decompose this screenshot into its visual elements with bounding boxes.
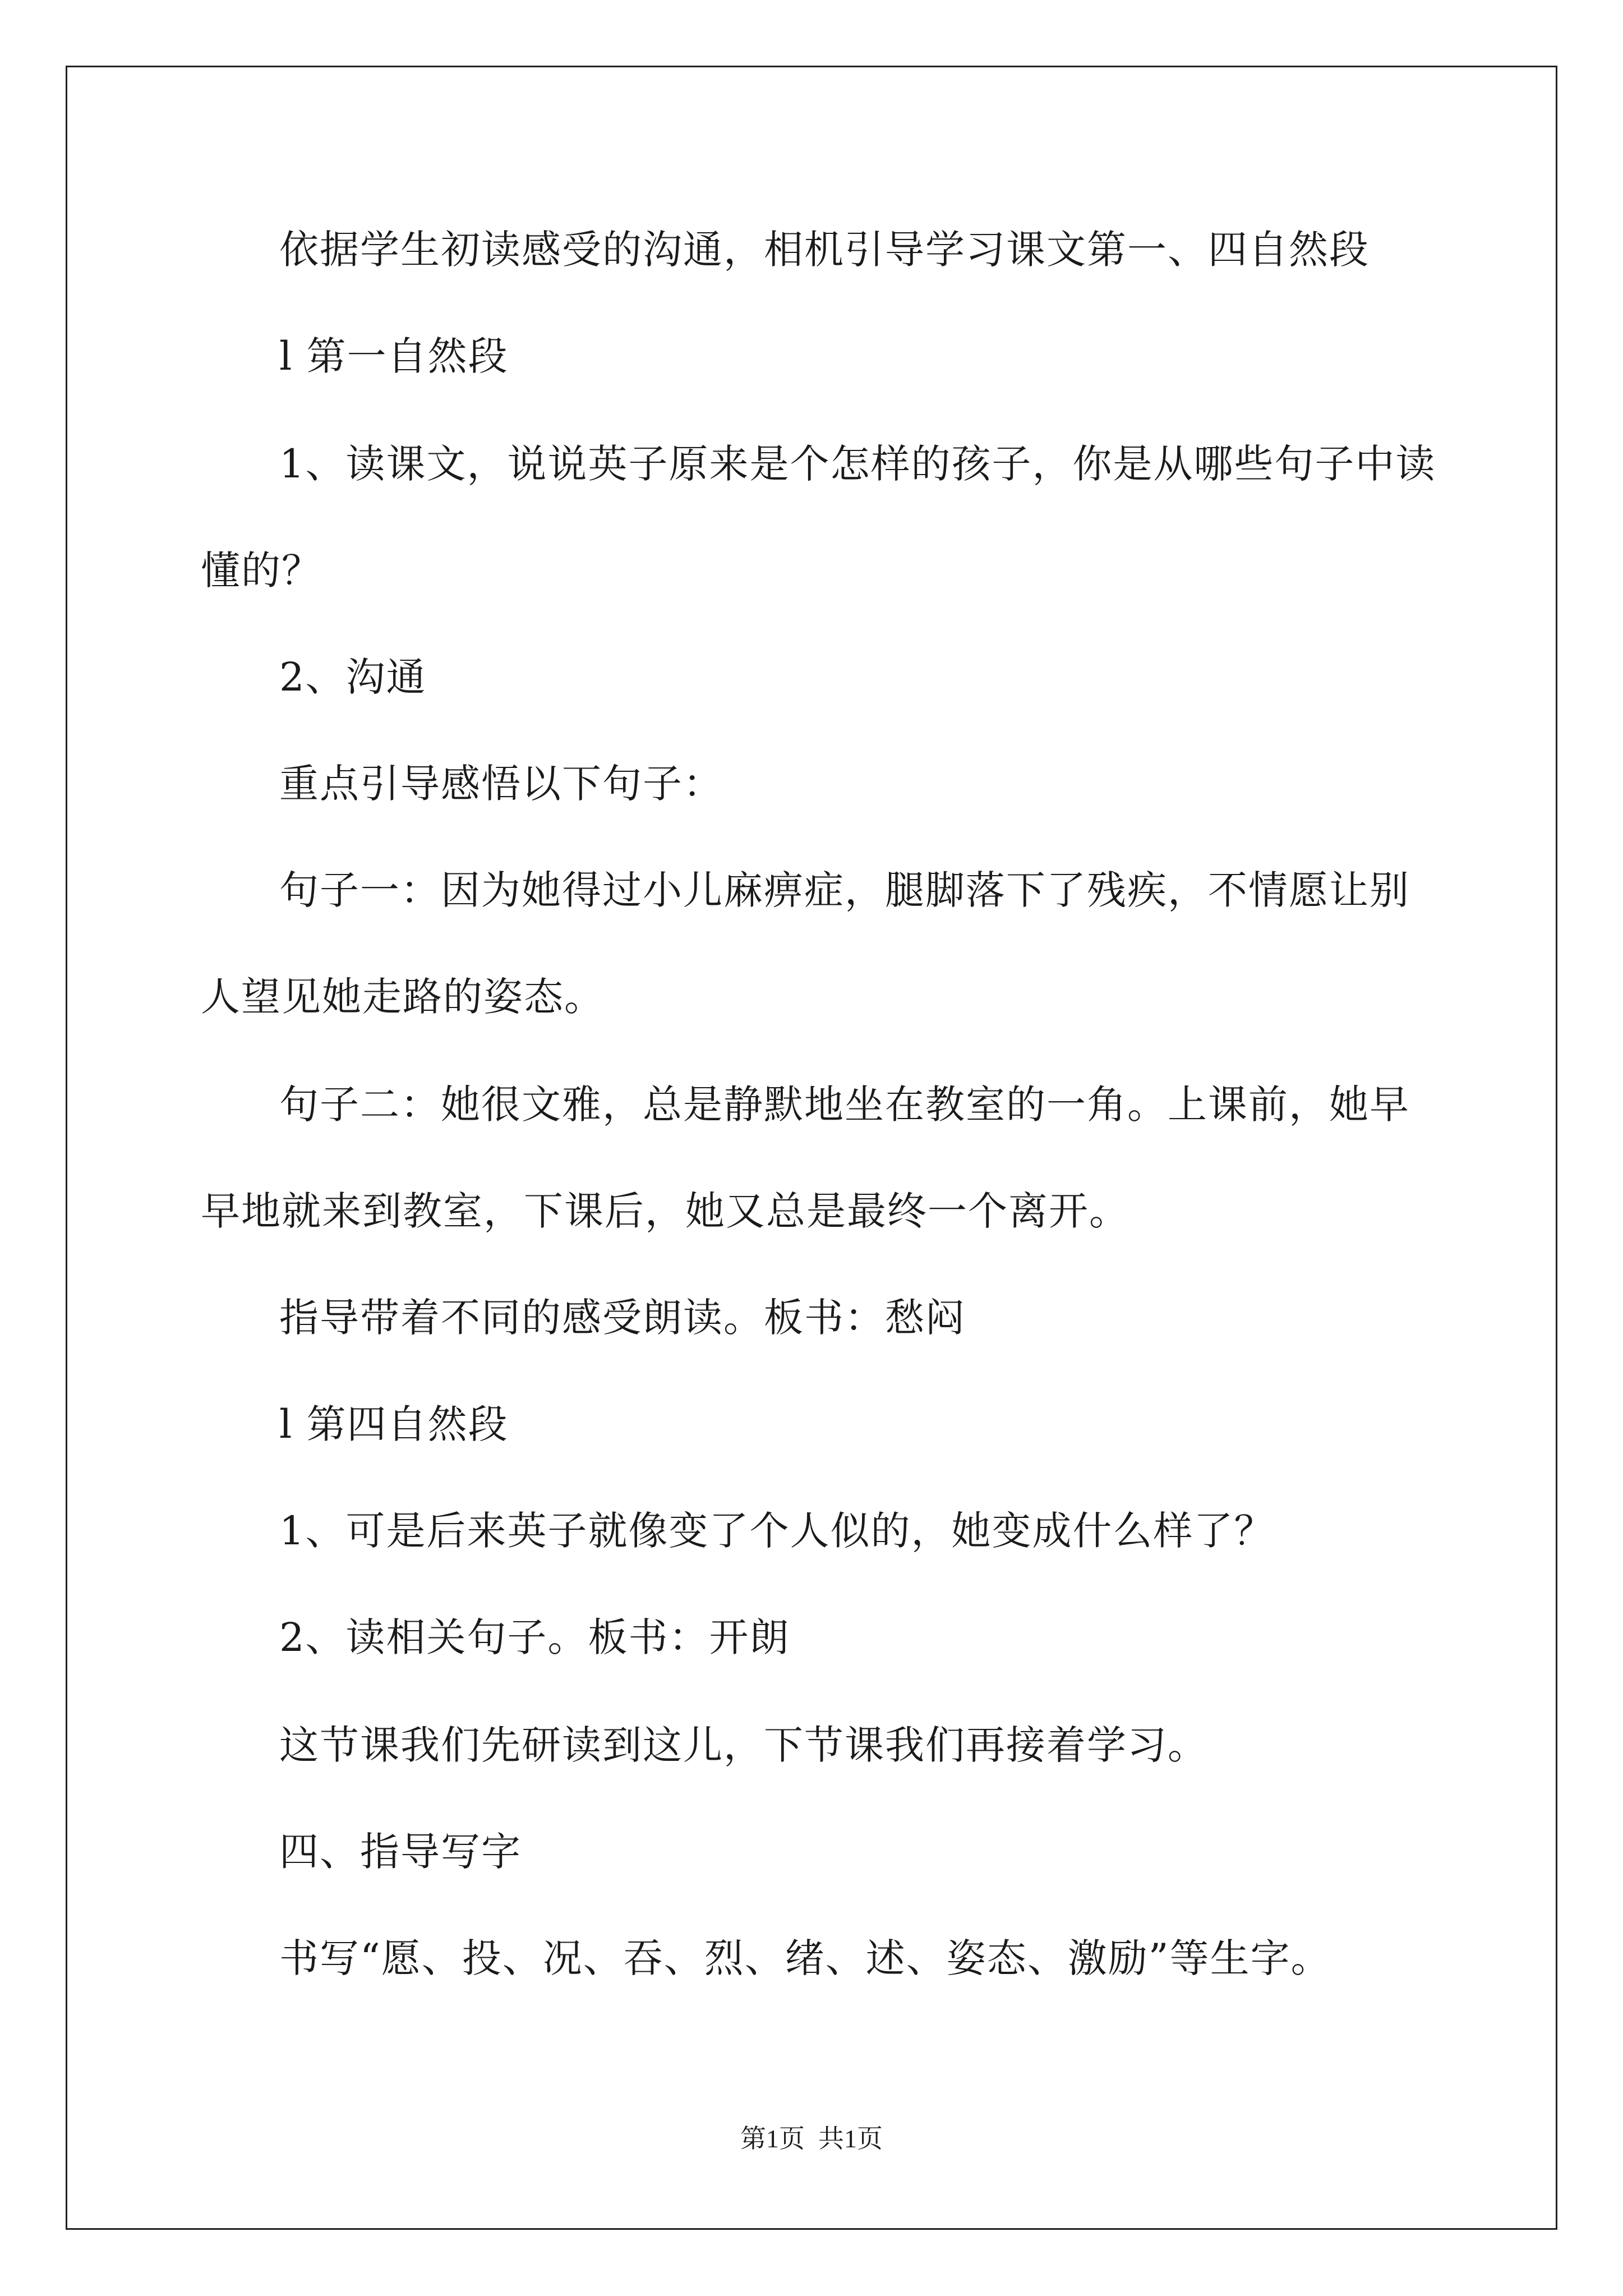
paragraph-line: 2、沟通	[279, 654, 427, 700]
paragraph-line: 人望见她走路的姿态。	[201, 974, 605, 1020]
paragraph-line: 1、可是后来英子就像变了个人似的，她变成什么样了？	[279, 1508, 1275, 1554]
paragraph-line: 句子二：她很文雅，总是静默地坐在教室的一角。上课前，她早	[279, 1082, 1410, 1128]
paragraph-line: 书写“愿、投、况、吞、烈、绪、述、姿态、激励”等生字。	[279, 1935, 1331, 1981]
paragraph-line: 2、读相关句子。板书：开朗	[279, 1614, 790, 1660]
paragraph-line: 句子一：因为她得过小儿麻痹症，腿脚落下了残疾，不情愿让别	[279, 867, 1410, 913]
section-heading: 四、指导写字	[279, 1829, 522, 1875]
page-number-current: 第1页	[740, 2124, 805, 2153]
page-number-total: 共1页	[818, 2124, 883, 2153]
section-heading: l 第一自然段	[279, 333, 509, 379]
paragraph-line: 1、读课文，说说英子原来是个怎样的孩子，你是从哪些句子中读	[279, 441, 1436, 487]
paragraph-line: 懂的？	[201, 547, 322, 593]
paragraph-line: 这节课我们先研读到这儿，下节课我们再接着学习。	[279, 1722, 1208, 1768]
section-heading: l 第四自然段	[279, 1401, 509, 1447]
page-footer	[0, 2126, 1623, 2152]
paragraph-line: 指导带着不同的感受朗读。板书：愁闷	[279, 1295, 966, 1341]
paragraph-line: 重点引导感悟以下句子：	[279, 761, 723, 807]
paragraph-line: 依据学生初读感受的沟通，相机引导学习课文第一、四自然段	[279, 227, 1370, 273]
paragraph-line: 早地就来到教室，下课后，她又总是最终一个离开。	[201, 1188, 1129, 1234]
